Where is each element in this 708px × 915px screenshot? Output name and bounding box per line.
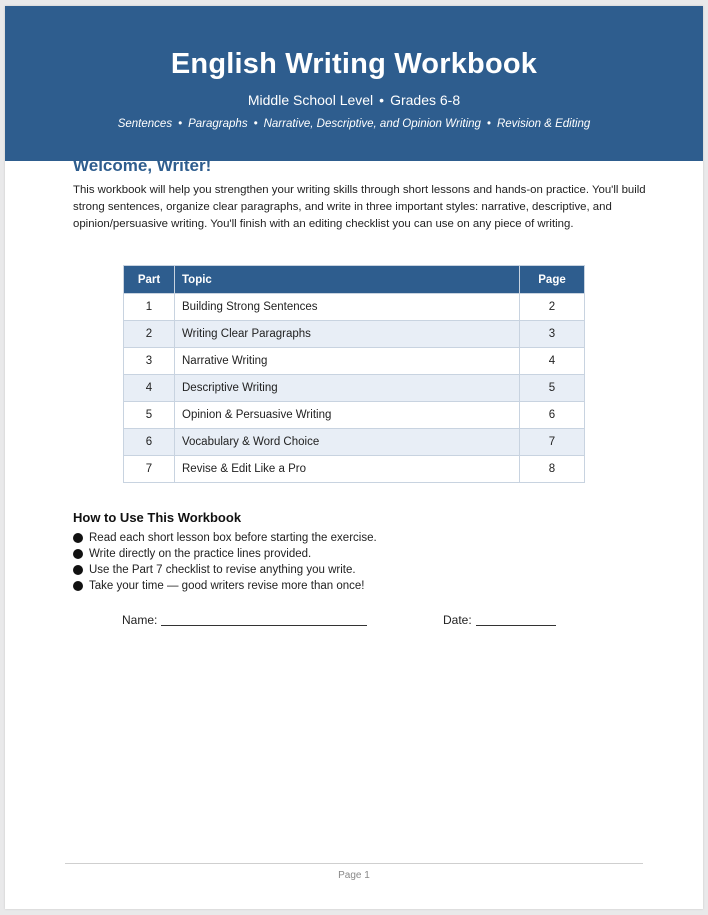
toc-part-number: 3 [124,348,175,375]
toc-page-number: 2 [520,294,585,321]
list-item [73,562,377,578]
toc-part-number: 6 [124,429,175,456]
date-label: Date: [443,613,472,627]
separator-dot: • [379,92,385,108]
toc-page-number: 3 [520,321,585,348]
workbook-title: English Writing Workbook [170,48,538,80]
toc-topic: Revise & Edit Like a Pro [175,456,520,483]
bullet-icon [73,581,83,591]
list-item-text: Write directly on the practice lines provided. [89,548,312,560]
table-row [124,375,585,402]
separator-dot: • [253,118,258,130]
list-item-text: Read each short lesson box before starting the exercise. [89,532,377,544]
table-row [124,429,585,456]
topic-sentences: Sentences [117,118,173,130]
toc-topic: Building Strong Sentences [175,294,520,321]
separator-dot: • [178,118,183,130]
howto-heading: How to Use This Workbook [73,510,242,525]
toc-page-number: 5 [520,375,585,402]
list-item-text: Take your time — good writers revise more than once! [89,580,365,592]
toc-page-number: 8 [520,456,585,483]
name-write-line[interactable] [161,625,367,626]
list-item [73,546,377,562]
toc-part-number: 7 [124,456,175,483]
date-field [443,613,556,627]
table-row [124,348,585,375]
table-row [124,294,585,321]
toc-part-number: 1 [124,294,175,321]
toc-page-number: 4 [520,348,585,375]
grades-label: Grades 6-8 [390,92,461,108]
table-row [124,456,585,483]
toc-col-topic: Topic [175,266,520,294]
toc-topic: Descriptive Writing [175,375,520,402]
separator-dot: • [486,118,491,130]
list-item-text: Use the Part 7 checklist to revise anything you write. [89,564,356,576]
toc-header-row [124,266,585,294]
topics-line [5,118,703,130]
toc-page-number: 6 [520,402,585,429]
list-item [73,578,377,594]
topic-writing-styles: Narrative, Descriptive, and Opinion Writing [263,118,481,130]
table-row [124,402,585,429]
toc-topic: Narrative Writing [175,348,520,375]
toc-topic: Vocabulary & Word Choice [175,429,520,456]
toc-topic: Opinion & Persuasive Writing [175,402,520,429]
list-item [73,530,377,546]
topic-paragraphs: Paragraphs [188,118,248,130]
toc-col-part: Part [124,266,175,294]
welcome-heading: Welcome, Writer! [73,156,212,175]
name-label: Name: [122,613,158,627]
bullet-icon [73,549,83,559]
footer-divider [65,863,643,864]
bullet-icon [73,533,83,543]
topic-revision: Revision & Editing [496,118,591,130]
toc-part-number: 4 [124,375,175,402]
toc-page-number: 7 [520,429,585,456]
date-write-line[interactable] [476,625,556,626]
toc-part-number: 5 [124,402,175,429]
table-of-contents [123,265,585,483]
welcome-paragraph: This workbook will help you strengthen your writing skills through short lessons and hands-on practice. You'll build strong sentences, organize clear paragraphs, and write in three important styles: narrative, descriptive, and opinion/persuasive writing. You'll finish with an editing checklist you can use on any piece of writing. [73,184,646,230]
toc-part-number: 2 [124,321,175,348]
page-number: Page 1 [338,870,370,881]
workbook-page [5,6,703,909]
name-field [122,613,367,627]
bullet-icon [73,565,83,575]
level-label: Middle School Level [247,92,374,108]
howto-list [73,530,377,594]
title-banner [5,6,703,161]
table-row [124,321,585,348]
toc-topic: Writing Clear Paragraphs [175,321,520,348]
toc-col-page: Page [520,266,585,294]
workbook-subtitle [5,92,703,108]
